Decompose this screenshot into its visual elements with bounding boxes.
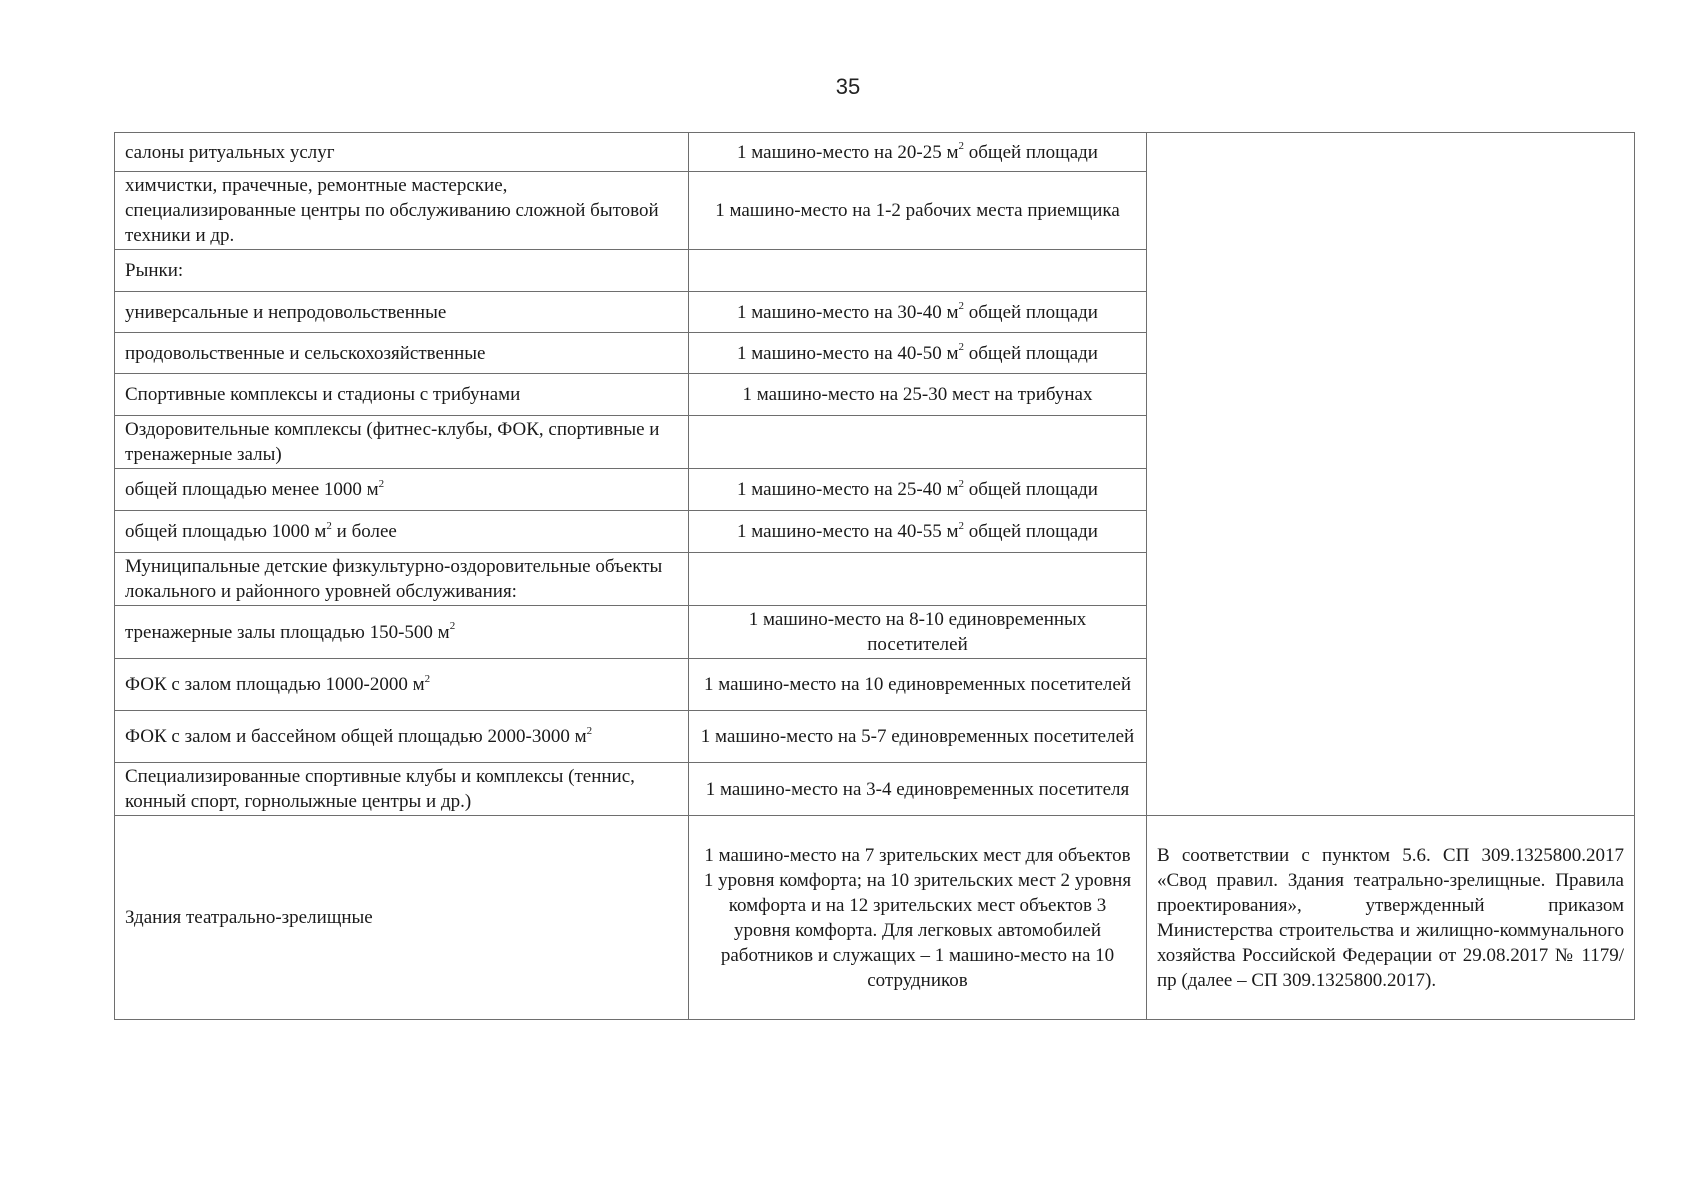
norm-cell: 1 машино-место на 5-7 единовременных посетителей — [689, 711, 1147, 763]
page-number: 35 — [835, 74, 861, 99]
norm-cell: 1 машино-место на 30-40 $м^2$ общей площади — [689, 292, 1147, 333]
object-cell: салоны ритуальных услуг — [115, 133, 689, 172]
note-cell: В соответствии с пунктом 5.6. СП 309.1325800.2017 «Свод правил. Здания театрально-зрелищные. Правила проектирования», утвержденный приказом Министерства строительства и жилищно-коммунального хозяйства Российской Федерации от 29.08.2017 № 1179/пр (далее – СП 309.1325800.2017). — [1147, 816, 1635, 1020]
object-cell: Рынки: — [115, 250, 689, 292]
table-row — [115, 133, 1635, 172]
object-cell: ФОК с залом площадью 1000-2000 $м^2$ — [115, 659, 689, 711]
norm-cell — [689, 416, 1147, 469]
norm-cell: 1 машино-место на 8-10 единовременных посетителей — [689, 606, 1147, 659]
table-row-theatre — [115, 816, 1635, 1020]
table-body — [115, 133, 1635, 1020]
object-cell: Здания театрально-зрелищные — [115, 816, 689, 1020]
norm-cell — [689, 250, 1147, 292]
object-cell: Муниципальные детские физкультурно-оздоровительные объекты локального и районного уровней обслуживания: — [115, 553, 689, 606]
norm-cell: 1 машино-место на 7 зрительских мест для объектов 1 уровня комфорта; на 10 зрительских мест 2 уровня комфорта и на 12 зрительских мест объектов 3 уровня комфорта. Для легковых автомобилей работников и служащих – 1 машино-место на 10 сотрудников — [689, 816, 1147, 1020]
norm-cell: 1 машино-место на 3-4 единовременных посетителя — [689, 763, 1147, 816]
norm-cell: 1 машино-место на 1-2 рабочих места приемщика — [689, 172, 1147, 250]
norm-cell: 1 машино-место на 10 единовременных посетителей — [689, 659, 1147, 711]
object-cell: Оздоровительные комплексы (фитнес-клубы, ФОК, спортивные и тренажерные залы) — [115, 416, 689, 469]
norm-cell: 1 машино-место на 20-25 $м^2$ общей площади — [689, 133, 1147, 172]
object-cell: ФОК с залом и бассейном общей площадью 2000-3000 $м^2$ — [115, 711, 689, 763]
object-cell: Специализированные спортивные клубы и комплексы (теннис, конный спорт, горнолыжные центры и др.) — [115, 763, 689, 816]
norm-cell: 1 машино-место на 25-30 мест на трибунах — [689, 374, 1147, 416]
object-cell: общей площадью менее 1000 $м^2$ — [115, 469, 689, 511]
norm-cell: 1 машино-место на 40-55 $м^2$ общей площади — [689, 511, 1147, 553]
object-cell: общей площадью 1000 $м^2$ и более — [115, 511, 689, 553]
note-cell-empty — [1147, 133, 1635, 816]
object-cell: тренажерные залы площадью 150-500 $м^2$ — [115, 606, 689, 659]
object-cell: универсальные и непродовольственные — [115, 292, 689, 333]
object-cell: химчистки, прачечные, ремонтные мастерские, специализированные центры по обслуживанию сложной бытовой техники и др. — [115, 172, 689, 250]
object-cell: Спортивные комплексы и стадионы с трибунами — [115, 374, 689, 416]
norm-cell: 1 машино-место на 40-50 $м^2$ общей площади — [689, 333, 1147, 374]
parking-norms-table — [114, 132, 1635, 1020]
norm-cell: 1 машино-место на 25-40 $м^2$ общей площади — [689, 469, 1147, 511]
norm-cell — [689, 553, 1147, 606]
object-cell: продовольственные и сельскохозяйственные — [115, 333, 689, 374]
